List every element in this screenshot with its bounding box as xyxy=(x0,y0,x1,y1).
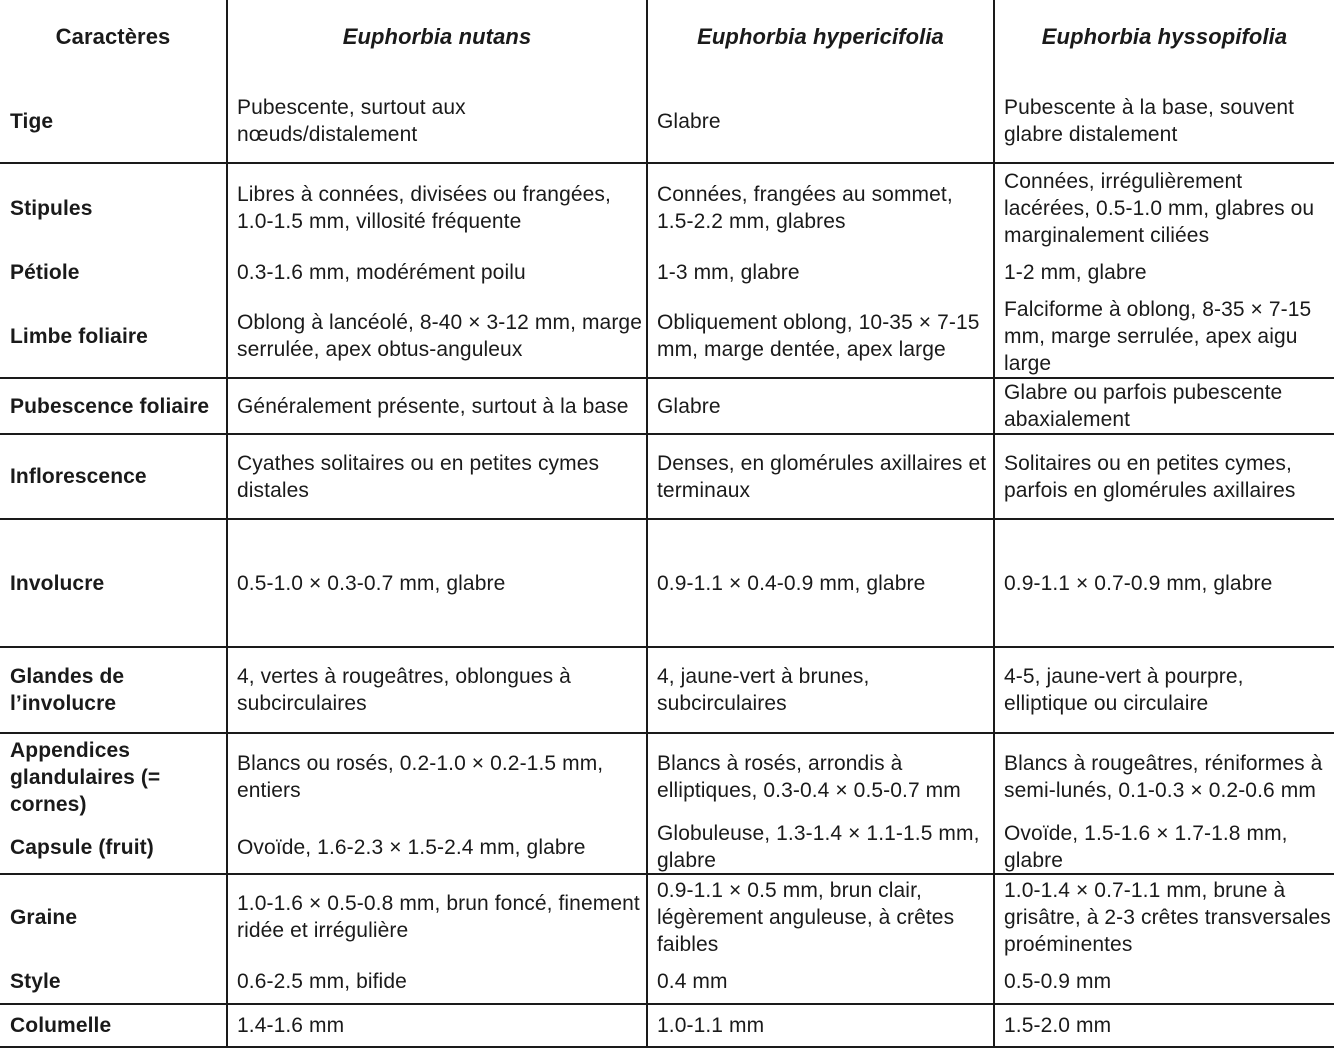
row-label: Pubescence foliaire xyxy=(10,394,210,418)
row-label: Limbe foliaire xyxy=(10,324,148,348)
table-cell: Glabre xyxy=(657,394,721,418)
table-cell: 0.3-1.6 mm, modérément poilu xyxy=(237,260,526,284)
row-divider xyxy=(0,732,1334,734)
row-label: Capsule (fruit) xyxy=(10,835,154,859)
table-cell: 0.6-2.5 mm, bifide xyxy=(237,969,407,993)
table-cell: 1-2 mm, glabre xyxy=(1004,260,1147,284)
table-cell: Cyathes solitaires ou en petites cymes distales xyxy=(237,451,600,502)
table-cell: Denses, en glomérules axillaires et terminaux xyxy=(657,451,987,502)
table-cell: Oblong à lancéolé, 8-40 × 3-12 mm, marge serrulée, apex obtus-anguleux xyxy=(237,311,642,361)
table-cell: 1.4-1.6 mm xyxy=(237,1013,345,1037)
table-cell: Connées, frangées au sommet, 1.5-2.2 mm, glabres xyxy=(657,183,953,233)
row-divider xyxy=(0,162,1334,164)
row-label: Involucre xyxy=(10,571,105,595)
table-cell: Ovoïde, 1.5-1.6 × 1.7-1.8 mm, glabre xyxy=(1004,822,1288,872)
table-cell: 0.5-1.0 × 0.3-0.7 mm, glabre xyxy=(237,571,506,595)
row-label: Tige xyxy=(10,109,54,133)
table-cell: 1-3 mm, glabre xyxy=(657,260,800,284)
table-cell: 4, vertes à rougeâtres, oblongues à subcirculaires xyxy=(237,665,571,715)
table-cell: Solitaires ou en petites cymes, parfois en glomérules axillaires xyxy=(1004,451,1296,502)
table-cell: Glabre ou parfois pubescente abaxialement xyxy=(1004,381,1283,431)
table-cell: 0.9-1.1 × 0.7-0.9 mm, glabre xyxy=(1004,571,1273,595)
table-cell: Connées, irrégulièrement lacérées, 0.5-1.0 mm, glabres ou marginalement ciliées xyxy=(1004,169,1315,247)
table-cell: Libres à connées, divisées ou frangées, 1.0-1.5 mm, villosité fréquente xyxy=(237,183,611,233)
table-cell: 4, jaune-vert à brunes, subcirculaires xyxy=(657,665,870,715)
row-label: Inflorescence xyxy=(10,465,147,488)
row-label: Graine xyxy=(10,905,78,929)
row-divider xyxy=(0,1046,1334,1048)
row-label: Style xyxy=(10,969,61,993)
row-label: Stipules xyxy=(10,196,93,220)
row-label: Glandes de l’involucre xyxy=(10,665,125,715)
table-cell: 1.0-1.1 mm xyxy=(657,1013,765,1037)
column-header: Euphorbia hyssopifolia xyxy=(1041,23,1288,49)
column-divider xyxy=(993,0,995,1048)
table-cell: 1.5-2.0 mm xyxy=(1004,1013,1112,1037)
table-cell: 1.0-1.6 × 0.5-0.8 mm, brun foncé, finement ridée et irrégulière xyxy=(237,892,640,942)
table-cell: Glabre xyxy=(657,109,721,133)
row-label: Columelle xyxy=(10,1013,112,1037)
row-divider xyxy=(0,1003,1334,1005)
column-header: Euphorbia nutans xyxy=(342,23,532,49)
table-cell: Pubescente à la base, souvent glabre distalement xyxy=(1004,96,1295,146)
table-cell: Falciforme à oblong, 8-35 × 7-15 mm, marge serrulée, apex aigu large xyxy=(1004,297,1312,375)
table-cell: Blancs à rougeâtres, réniformes à semi-lunés, 0.1-0.3 × 0.2-0.6 mm xyxy=(1004,752,1323,802)
column-header: Caractères xyxy=(55,23,171,49)
table-cell: Obliquement oblong, 10-35 × 7-15 mm, marge dentée, apex large xyxy=(657,311,980,361)
column-divider xyxy=(646,0,648,1048)
column-header: Euphorbia hypericifolia xyxy=(697,23,944,49)
table-cell: 0.4 mm xyxy=(657,969,728,993)
table-cell: 0.9-1.1 × 0.4-0.9 mm, glabre xyxy=(657,571,926,595)
table-cell: 0.9-1.1 × 0.5 mm, brun clair, légèrement anguleuse, à crêtes faibles xyxy=(657,878,955,956)
row-label: Pétiole xyxy=(10,260,80,284)
table-cell: Généralement présente, surtout à la base xyxy=(237,394,629,418)
table-cell: Blancs ou rosés, 0.2-1.0 × 0.2-1.5 mm, entiers xyxy=(237,752,604,802)
table-cell: Globuleuse, 1.3-1.4 × 1.1-1.5 mm, glabre xyxy=(657,822,980,872)
table-cell: Pubescente, surtout aux nœuds/distalement xyxy=(237,96,466,146)
table-cell: Blancs à rosés, arrondis à elliptiques, 0.3-0.4 × 0.5-0.7 mm xyxy=(657,752,961,802)
table-cell: 1.0-1.4 × 0.7-1.1 mm, brune à grisâtre, à 2-3 crêtes transversales proéminentes xyxy=(1004,878,1331,956)
table-cell: 0.5-0.9 mm xyxy=(1004,969,1112,993)
table-cell: Ovoïde, 1.6-2.3 × 1.5-2.4 mm, glabre xyxy=(237,835,586,859)
column-divider xyxy=(226,0,228,1048)
table-cell: 4-5, jaune-vert à pourpre, elliptique ou circulaire xyxy=(1004,665,1244,715)
row-label: Appendices glandulaires (= cornes) xyxy=(10,738,161,816)
